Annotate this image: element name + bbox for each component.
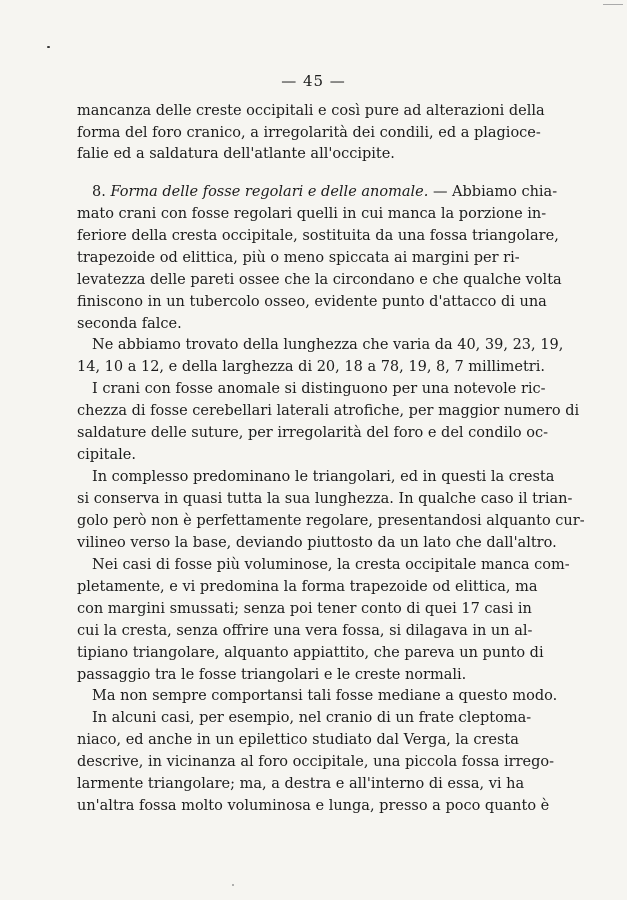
text-line: In alcuni casi, per esempio, nel cranio di un frate cleptoma-: [92, 710, 532, 726]
text-line: passaggio tra le fosse triangolari e le creste normali.: [77, 667, 467, 683]
page-number: — 45 —: [281, 72, 346, 90]
text-line: finiscono in un tubercolo osseo, evidente punto d'attacco di una: [77, 294, 547, 310]
scan-speck: [603, 4, 623, 5]
text-line: trapezoide od elittica, più o meno spiccata ai margini per ri-: [77, 250, 520, 266]
text-line: saldature delle suture, per irregolarità del foro e del condilo oc-: [77, 425, 548, 441]
scan-speck: [232, 884, 234, 886]
text-line: si conserva in quasi tutta la sua lunghezza. In qualche caso il trian-: [77, 491, 573, 507]
scan-speck: [47, 46, 50, 48]
text-line: larmente triangolare; ma, a destra e all'interno di essa, vi ha: [77, 776, 525, 792]
text-line: pletamente, e vi predomina la forma trapezoide od elittica, ma: [77, 579, 538, 595]
text-line: un'altra fossa molto voluminosa e lunga, presso a poco quanto è: [77, 798, 550, 814]
text-line: In complesso predominano le triangolari, ed in questi la cresta: [92, 469, 555, 485]
text-line: forma del foro cranico, a irregolarità dei condili, ed a plagioce-: [77, 125, 541, 141]
text-line: cipitale.: [77, 447, 136, 463]
text-line: Ma non sempre comportansi tali fosse mediane a questo modo.: [92, 688, 558, 704]
text-line: vilineo verso la base, deviando piuttosto da un lato che dall'altro.: [77, 535, 557, 551]
text-line: feriore della cresta occipitale, sostituita da una fossa triangolare,: [77, 228, 559, 244]
section-heading-rest: — Abbiamo chia-: [432, 184, 558, 200]
section-heading-line: [92, 182, 558, 202]
text-line: mato crani con fosse regolari quelli in cui manca la porzione in-: [77, 206, 547, 222]
text-line: tipiano triangolare, alquanto appiattito, che pareva un punto di: [77, 645, 544, 661]
section-number: 8.: [92, 184, 106, 200]
text-line: niaco, ed anche in un epilettico studiato dal Verga, la cresta: [77, 732, 519, 748]
text-line: 14, 10 a 12, e della larghezza di 20, 18 a 78, 19, 8, 7 millimetri.: [77, 359, 545, 375]
text-line: con margini smussati; senza poi tener conto di quei 17 casi in: [77, 601, 532, 617]
text-line: falie ed a saldatura dell'atlante all'occipite.: [77, 146, 395, 162]
text-line: golo però non è perfettamente regolare, presentandosi alquanto cur-: [77, 513, 585, 529]
text-line: chezza di fosse cerebellari laterali atrofiche, per maggior numero di: [77, 403, 580, 419]
text-line: cui la cresta, senza offrire una vera fossa, si dilagava in un al-: [77, 623, 533, 639]
text-line: descrive, in vicinanza al foro occipitale, una piccola fossa irrego-: [77, 754, 555, 770]
text-line: levatezza delle pareti ossee che la circondano e che qualche volta: [77, 272, 562, 288]
text-line: Ne abbiamo trovato della lunghezza che varia da 40, 39, 23, 19,: [92, 337, 564, 353]
text-line: Nei casi di fosse più voluminose, la cresta occipitale manca com-: [92, 557, 570, 573]
text-line: seconda falce.: [77, 316, 182, 332]
text-line: mancanza delle creste occipitali e così pure ad alterazioni della: [77, 103, 545, 119]
section-heading: Forma delle fosse regolari e delle anomale.: [110, 184, 429, 200]
text-line: I crani con fosse anomale si distinguono per una notevole ric-: [92, 381, 546, 397]
